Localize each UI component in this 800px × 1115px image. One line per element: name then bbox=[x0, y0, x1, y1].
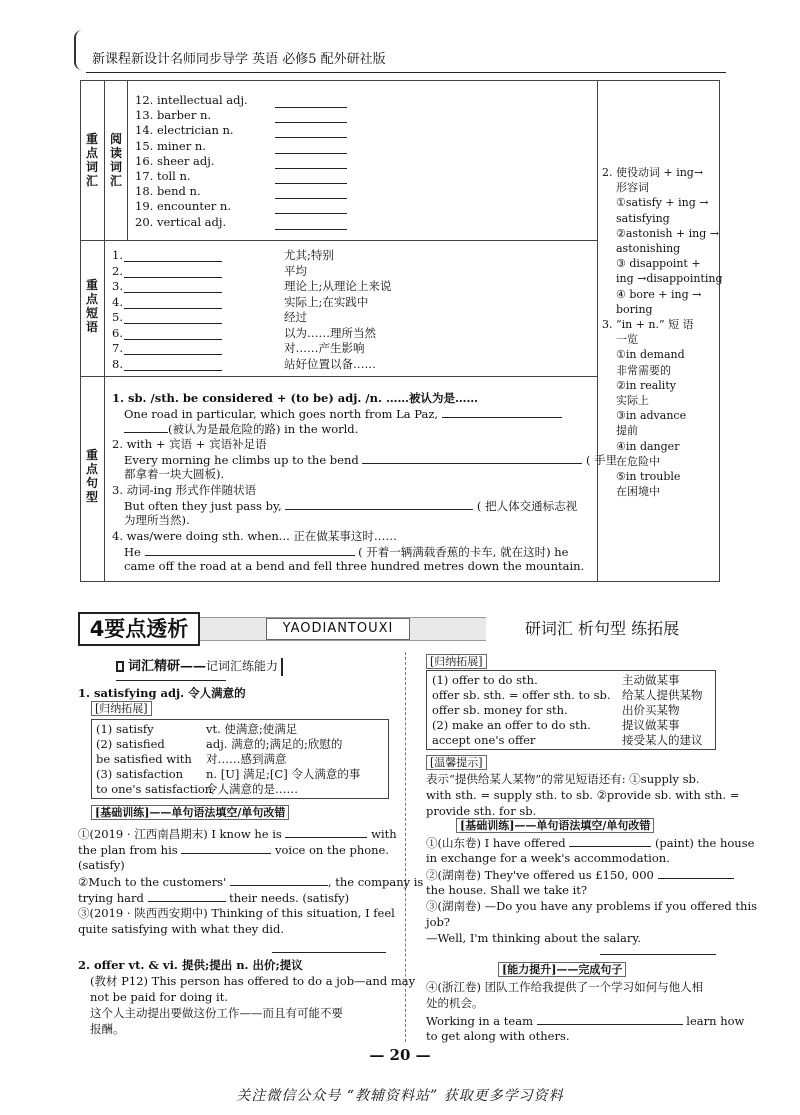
blank[interactable] bbox=[658, 867, 734, 879]
note-line: boring bbox=[616, 302, 653, 316]
blank[interactable] bbox=[124, 421, 168, 433]
jichu-label-right: [基础训练]——单句语法填空/单句改错 bbox=[456, 818, 654, 833]
nl-line-3: Working in a team learn how bbox=[426, 1014, 745, 1028]
ex-right-3b: job? bbox=[426, 915, 451, 929]
blank[interactable] bbox=[124, 250, 222, 262]
blank[interactable] bbox=[569, 835, 651, 847]
sentence-2-text-2: 都拿着一块大圆板). bbox=[124, 467, 225, 481]
note-line: ①satisfy + ing → bbox=[616, 196, 709, 210]
table-cell: 出价买某物 bbox=[622, 703, 680, 717]
sentences-section-label: 重点句型 bbox=[85, 448, 98, 504]
note-line: 2. 使役动词 + ing→ bbox=[602, 166, 704, 179]
blank[interactable] bbox=[124, 328, 222, 340]
blank[interactable] bbox=[124, 266, 222, 278]
note-line: 提前 bbox=[616, 424, 638, 438]
table-cell: adj. 满意的;满足的;欣慰的 bbox=[206, 737, 343, 751]
vocab-item: 13. barber n. bbox=[135, 108, 212, 123]
phrase-meaning: 实际上;在实践中 bbox=[284, 294, 369, 309]
blank[interactable] bbox=[148, 890, 226, 902]
item-2-line-2: not be paid for doing it. bbox=[90, 990, 229, 1004]
tip-line-3: provide sth. for sb. bbox=[426, 804, 537, 818]
sentence-3-text: But often they just pass by, ( 把人体交通标志视 bbox=[124, 499, 578, 513]
vocab-item: 12. intellectual adj. bbox=[135, 93, 248, 107]
note-line: 非常需要的 bbox=[616, 363, 671, 377]
item-2-line-1: (教材 P12) This person has offered to do a job—and may bbox=[90, 974, 416, 988]
sentence-2-title: 2. with + 宾语 + 宾语补足语 bbox=[112, 437, 267, 451]
ex-left-2: ②Much to the customers' , the company is bbox=[78, 875, 424, 889]
answer-line bbox=[272, 952, 386, 953]
phrase-num: 7. bbox=[112, 341, 123, 355]
blank[interactable] bbox=[124, 343, 222, 355]
table-cell: offer sb. money for sth. bbox=[432, 703, 568, 717]
blank[interactable] bbox=[275, 111, 347, 123]
vocab-item: 18. bend n. bbox=[135, 184, 201, 199]
note-line: ①in demand bbox=[616, 348, 685, 362]
note-line: 在困境中 bbox=[616, 485, 660, 499]
table-cell: 接受某人的建议 bbox=[622, 733, 703, 747]
tip-label: [温馨提示] bbox=[426, 755, 487, 770]
vocab-item: 19. encounter n. bbox=[135, 199, 231, 214]
ex-left-3: ③(2019 · 陕西西安期中) Thinking of this situation, I feel bbox=[78, 906, 395, 920]
phrase-meaning: 站好位置以备…… bbox=[284, 356, 376, 371]
blank[interactable] bbox=[124, 281, 222, 293]
blank[interactable] bbox=[124, 359, 222, 371]
note-line: ④in danger bbox=[616, 439, 680, 453]
ex-left-3b: quite satisfying with what they did. bbox=[78, 922, 284, 936]
sentence-2-text: Every morning he climbs up to the bend ( 手里 bbox=[124, 453, 618, 467]
phrase-meaning: 尤其;特别 bbox=[284, 248, 334, 262]
vocab-item: 14. electrician n. bbox=[135, 123, 234, 138]
phrase-meaning: 经过 bbox=[284, 310, 307, 324]
ex-right-3c: —Well, I'm thinking about the salary. bbox=[426, 931, 642, 945]
phrase-meaning: 对……产生影响 bbox=[284, 341, 365, 355]
note-line: astonishing bbox=[616, 242, 681, 255]
table-cell: vt. 使满意;使满足 bbox=[206, 722, 298, 736]
blank[interactable] bbox=[285, 498, 473, 510]
note-line: ③in advance bbox=[616, 409, 687, 423]
table-cell: offer sb. sth. = offer sth. to sb. bbox=[432, 688, 611, 702]
phrase-num: 3. bbox=[112, 279, 123, 293]
blank[interactable] bbox=[275, 157, 347, 169]
blank[interactable] bbox=[124, 312, 222, 324]
answer-line bbox=[600, 954, 716, 955]
ex-right-2: ②(湖南卷) They've offered us £150, 000 bbox=[426, 867, 734, 883]
blank[interactable] bbox=[285, 826, 367, 838]
sentence-4-text: He ( 开着一辆满载香蕉的卡车, 就在这时) he bbox=[124, 545, 569, 559]
jichu-label-left: [基础训练]——单句语法填空/单句改错 bbox=[91, 805, 289, 820]
sentence-1-text: One road in particular, which goes north from La Paz, bbox=[124, 406, 562, 422]
table-cell: (2) make an offer to do sth. bbox=[432, 718, 591, 732]
note-line: 实际上 bbox=[616, 394, 649, 407]
note-line: ⑤in trouble bbox=[616, 470, 681, 483]
header-rule bbox=[86, 72, 726, 73]
note-line: 3. “in + n.” 短 语 bbox=[602, 318, 694, 331]
page-header-title: 新课程新设计名师同步导学 英语 必修5 配外研社版 bbox=[92, 52, 386, 67]
blank[interactable] bbox=[275, 142, 347, 154]
vocab-subheader: 词汇精研——记词汇练能力 bbox=[116, 655, 340, 679]
sentence-1-text-2: (被认为是最危险的路) in the world. bbox=[124, 421, 358, 437]
blank[interactable] bbox=[181, 842, 271, 854]
banner-pinyin: YAODIANTOUXI bbox=[266, 618, 410, 640]
table-cell: (1) satisfy bbox=[96, 722, 154, 736]
blank[interactable] bbox=[275, 187, 347, 199]
vocab-item: 15. miner n. bbox=[135, 138, 206, 153]
ex-left-1: ①(2019 · 江西南昌期末) I know he is with bbox=[78, 827, 397, 841]
blank[interactable] bbox=[442, 406, 562, 418]
phrase-meaning: 以为……理所当然 bbox=[284, 325, 376, 340]
vocab-item: 17. toll n. bbox=[135, 169, 191, 183]
binding-curve bbox=[74, 30, 84, 70]
tip-line-2: with sth. = supply sth. to sb. ②provide sb. with sth. = bbox=[426, 788, 740, 802]
banner-right: 研词汇 析句型 练拓展 bbox=[486, 614, 718, 644]
blank[interactable] bbox=[362, 452, 582, 464]
phrase-num: 5. bbox=[112, 310, 123, 324]
blank[interactable] bbox=[275, 96, 347, 108]
table-cell: (1) offer to do sth. bbox=[432, 673, 538, 687]
blank[interactable] bbox=[275, 126, 347, 138]
ex-left-1c: (satisfy) bbox=[78, 858, 125, 872]
table-cell: (3) satisfaction bbox=[96, 767, 184, 781]
table-cell: (2) satisfied bbox=[96, 737, 165, 751]
note-line: 形容词 bbox=[616, 181, 649, 195]
phrase-meaning: 理论上;从理论上来说 bbox=[284, 279, 392, 293]
nengli-label: [能力提升]——完成句子 bbox=[498, 962, 626, 977]
page-number: — 20 — bbox=[369, 1046, 431, 1064]
table-cell: be satisfied with bbox=[96, 752, 192, 766]
sentence-3-title: 3. 动词-ing 形式作伴随状语 bbox=[112, 483, 257, 497]
item-2-title: 2. offer vt. & vi. 提供;提出 n. 出价;提议 bbox=[78, 958, 303, 972]
footer-note: 关注微信公众号 “教辅资料站” 获取更多学习资料 bbox=[236, 1088, 564, 1104]
table-cell: 提议做某事 bbox=[622, 718, 680, 732]
table-cell: accept one's offer bbox=[432, 733, 536, 747]
sentence-3-text-2: 为理所当然). bbox=[124, 513, 190, 527]
book-icon bbox=[116, 661, 124, 672]
nl-line-2: 处的机会。 bbox=[426, 996, 484, 1010]
note-line: 在危险中 bbox=[616, 454, 660, 468]
banner-title: 4要点透析 bbox=[78, 612, 200, 646]
phrase-num: 8. bbox=[112, 356, 123, 371]
note-line: ③ disappoint + bbox=[616, 257, 701, 271]
blank[interactable] bbox=[275, 172, 347, 184]
blank[interactable] bbox=[124, 297, 222, 309]
vocab-sub-label: 阅读词汇 bbox=[109, 132, 122, 188]
table-cell: 对……感到满意 bbox=[206, 752, 287, 766]
blank[interactable] bbox=[230, 874, 328, 886]
blank[interactable] bbox=[275, 218, 347, 230]
blank[interactable] bbox=[275, 202, 347, 214]
ex-right-3: ③(湖南卷) —Do you have any problems if you offered this bbox=[426, 899, 758, 913]
note-line: ②astonish + ing → bbox=[616, 226, 720, 240]
vocab-item: 20. vertical adj. bbox=[135, 214, 227, 229]
note-line: satisfying bbox=[616, 211, 670, 225]
table-cell: n. [U] 满足;[C] 令人满意的事 bbox=[206, 767, 361, 781]
guina-label-right: [归纳拓展] bbox=[426, 654, 487, 669]
sentence-4-text-2: came off the road at a bend and fell three hundred metres down the mountain. bbox=[124, 559, 585, 573]
ex-right-2b: the house. Shall we take it? bbox=[426, 883, 588, 897]
note-line: ④ bore + ing → bbox=[616, 287, 702, 301]
phrase-num: 2. bbox=[112, 263, 123, 278]
note-line: 一览 bbox=[616, 333, 638, 347]
table-cell: 令人满意的是…… bbox=[206, 782, 298, 796]
vocab-item: 16. sheer adj. bbox=[135, 153, 215, 168]
ex-right-1: ①(山东卷) I have offered (paint) the house bbox=[426, 836, 755, 850]
phrase-num: 6. bbox=[112, 325, 123, 340]
ex-right-1b: in exchange for a week's accommodation. bbox=[426, 851, 670, 865]
sentence-4-title: 4. was/were doing sth. when... 正在做某事这时…… bbox=[112, 529, 397, 543]
blank[interactable] bbox=[537, 1013, 683, 1025]
sentence-1-title: 1. sb. /sth. be considered + (to be) adj. /n. ……被认为是…… bbox=[112, 391, 479, 405]
note-line: ing →disappointing bbox=[616, 272, 723, 286]
ex-left-2b: trying hard their needs. (satisfy) bbox=[78, 891, 350, 905]
note-line: ②in reality bbox=[616, 378, 676, 392]
phrase-meaning: 平均 bbox=[284, 263, 307, 278]
phrase-num: 1. bbox=[112, 248, 123, 262]
nl-line-4: to get along with others. bbox=[426, 1029, 570, 1043]
guina-label-left: [归纳拓展] bbox=[91, 701, 152, 716]
vocab-section-label: 重点词汇 bbox=[85, 132, 98, 188]
table-cell: 主动做某事 bbox=[622, 673, 680, 687]
phrase-num: 4. bbox=[112, 294, 123, 309]
item-2-line-4: 报酬。 bbox=[90, 1022, 125, 1036]
table-cell: 给某人提供某物 bbox=[622, 688, 703, 702]
ex-left-1b: the plan from his voice on the phone. bbox=[78, 843, 390, 857]
item-2-line-3: 这个人主动提出要做这份工作——而且有可能不要 bbox=[90, 1006, 343, 1020]
item-1-title: 1. satisfying adj. 令人满意的 bbox=[78, 686, 246, 700]
table-cell: to one's satisfaction bbox=[96, 782, 213, 796]
tip-line-1: 表示“提供给某人某物”的常见短语还有: ①supply sb. bbox=[426, 772, 700, 786]
phrases-section-label: 重点短语 bbox=[85, 278, 98, 334]
blank[interactable] bbox=[145, 544, 355, 556]
nl-line-1: ④(浙江卷) 团队工作给我提供了一个学习如何与他人相 bbox=[426, 980, 704, 994]
